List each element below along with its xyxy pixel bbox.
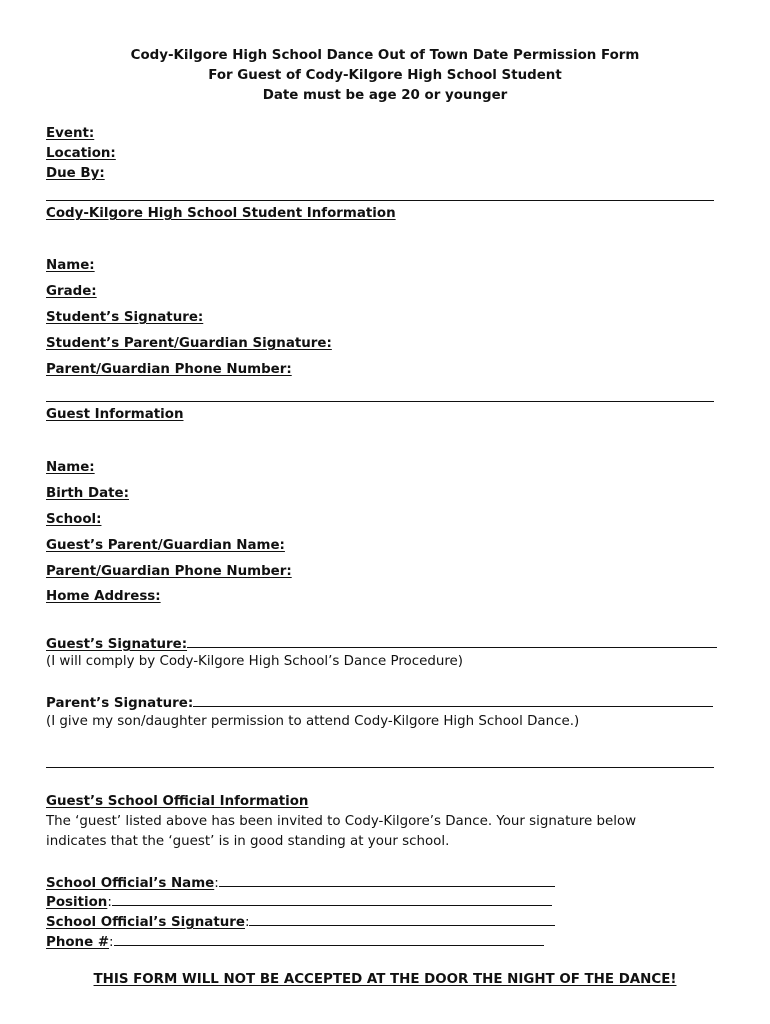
guest-parent-name-label: Guest’s Parent/Guardian Name: [46,538,285,553]
footer-notice: THIS FORM WILL NOT BE ACCEPTED AT THE DOOR THE NIGHT OF THE DANCE! [93,972,677,987]
phone-line[interactable] [114,932,544,946]
divider-line [46,200,714,201]
official-text-line1: The ‘guest’ listed above has been invited to Cody-Kilgore’s Dance. Your signature below [46,814,637,829]
student-signature-label: Student’s Signature: [46,310,204,325]
official-name-label: School Official’s Name [46,876,215,891]
official-text-line2: indicates that the ‘guest’ is in good standing at your school. [46,834,450,849]
form-subtitle: For Guest of Cody-Kilgore High School Student [208,68,562,83]
parent-permission-note: (I give my son/daughter permission to attend Cody-Kilgore High School Dance.) [46,714,580,729]
student-name-label: Name: [46,258,95,273]
form-title: Cody-Kilgore High School Dance Out of Town Date Permission Form [130,48,640,63]
location-label: Location: [46,146,116,161]
position-row: Position: [46,892,552,912]
guest-name-label: Name: [46,460,95,475]
position-label: Position [46,895,108,910]
student-grade-label: Grade: [46,284,97,299]
student-parent-signature-label: Student’s Parent/Guardian Signature: [46,336,332,351]
official-name-row: School Official’s Name: [46,873,555,893]
divider-line [46,401,714,402]
guest-section-heading: Guest Information [46,407,184,422]
guest-birth-date-label: Birth Date: [46,486,129,501]
guest-parent-phone-label: Parent/Guardian Phone Number: [46,564,292,579]
phone-row: Phone #: [46,932,544,952]
official-name-line[interactable] [219,873,555,887]
guest-signature-line[interactable] [187,634,717,648]
position-line[interactable] [112,892,552,906]
phone-label: Phone # [46,935,110,950]
student-parent-phone-label: Parent/Guardian Phone Number: [46,362,292,377]
guest-signature-row [46,634,717,654]
official-section-heading: Guest’s School Official Information [46,794,309,809]
event-label: Event: [46,126,95,141]
divider-line [46,767,714,768]
due-by-label: Due By: [46,166,105,181]
official-signature-row: School Official’s Signature: [46,912,555,932]
official-signature-label: School Official’s Signature [46,915,245,930]
guest-signature-label: Guest’s Signature: [46,637,188,652]
student-section-heading: Cody-Kilgore High School Student Information [46,206,396,221]
official-signature-line[interactable] [249,912,555,926]
parent-signature-line[interactable] [193,693,713,707]
parent-signature-row [46,693,713,713]
guest-compliance-note: (I will comply by Cody-Kilgore High School’s Dance Procedure) [46,654,464,669]
guest-school-label: School: [46,512,102,527]
age-requirement: Date must be age 20 or younger [262,88,508,103]
parent-signature-label: Parent’s Signature: [46,696,194,711]
guest-home-address-label: Home Address: [46,589,161,604]
